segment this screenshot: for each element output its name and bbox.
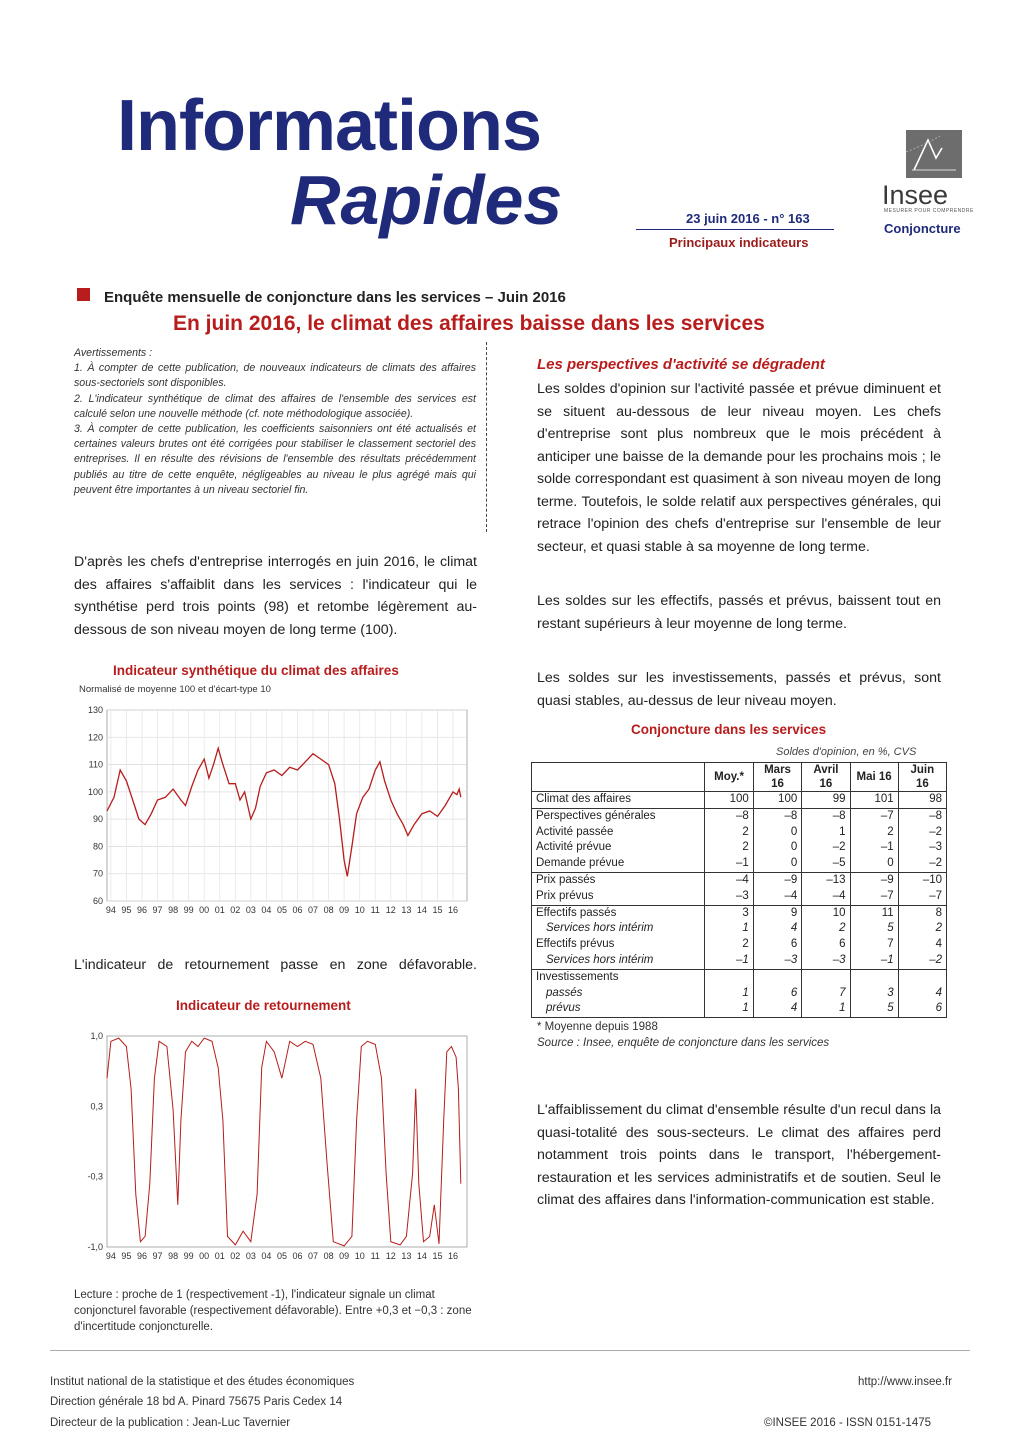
table-cell: –4 xyxy=(802,889,850,905)
table-cell: –3 xyxy=(753,953,801,969)
plot-frame xyxy=(107,710,467,901)
chart2-title: Indicateur de retournement xyxy=(176,998,351,1013)
table-header-month: Juin 16 xyxy=(898,763,946,792)
activity-paragraph: Les soldes d'opinion sur l'activité passée et prévue diminuent et se situent au-dessous de leur niveau moyen. Les chefs d'entreprise sont plus nombreux que le mois précédent à anticiper une baisse de la demande pour les prochains mois ; le solde correspondant est quasiment à son niveau moyen de long terme. Toutefois, le solde relatif aux perspectives générales, qui retrace l'opinion des chefs d'entreprise sur l'ensemble de leur secteur, et quasi stable à sa moyenne de long terme. xyxy=(537,381,941,555)
reversal-indicator-chart xyxy=(72,1026,482,1270)
table-cell: –7 xyxy=(850,889,898,905)
table-row xyxy=(532,792,947,809)
table-header-avg: Moy.* xyxy=(705,763,754,792)
x-tick-label: 06 xyxy=(292,905,303,915)
x-tick-label: 02 xyxy=(230,1251,241,1261)
intro-paragraph: D'après les chefs d'entreprise interrogés en juin 2016, le climat des affaires s'affaiblit dans les services : l'indicateur qui le synthétise perd trois points (98) et retombe légèrement au-dessous de son niveau moyen de long terme (100). xyxy=(74,554,477,638)
table-row-label: Services hors intérim xyxy=(532,921,705,937)
table-cell: –13 xyxy=(802,872,850,888)
category-label: Principaux indicateurs xyxy=(669,235,809,250)
footer-issn: ©INSEE 2016 - ISSN 0151-1475 xyxy=(764,1417,932,1429)
warning-item: 1. À compter de cette publication, de nouveaux indicateurs de climats des affaires sous-sectoriels sont disponibles. xyxy=(74,362,476,390)
x-tick-label: 02 xyxy=(230,905,241,915)
table-cell: 99 xyxy=(802,792,850,809)
warnings-divider xyxy=(486,342,487,532)
footer-divider xyxy=(50,1350,970,1351)
x-tick-label: 11 xyxy=(370,905,380,915)
table-cell: 4 xyxy=(753,1001,801,1017)
table-cell: –1 xyxy=(705,953,754,969)
warning-item: 2. L'indicateur synthétique de climat des affaires de l'ensemble des services est calculé selon une nouvelle méthode (cf. note méthodologique associée). xyxy=(74,392,476,420)
table-row-label: prévus xyxy=(532,1001,705,1017)
x-tick-label: 99 xyxy=(183,1251,194,1261)
table-cell: –3 xyxy=(802,953,850,969)
x-tick-label: 13 xyxy=(401,905,412,915)
x-tick-label: 95 xyxy=(121,905,132,915)
climate-indicator-chart xyxy=(72,700,482,926)
services-table xyxy=(531,762,947,1018)
x-tick-label: 11 xyxy=(370,1251,380,1261)
table-cell: 1 xyxy=(705,1001,754,1017)
table-row xyxy=(532,921,947,937)
table-cell: 6 xyxy=(802,937,850,953)
table-row-label: Prix passés xyxy=(532,872,705,888)
y-tick-label: 120 xyxy=(87,732,103,743)
table-row xyxy=(532,825,947,841)
table-cell: 6 xyxy=(898,1001,946,1017)
x-tick-label: 96 xyxy=(136,1251,147,1261)
masthead-subtitle: Rapides xyxy=(290,161,563,239)
table-cell: –3 xyxy=(705,889,754,905)
x-tick-label: 16 xyxy=(447,905,459,915)
table-row-label: Investissements xyxy=(532,969,705,985)
logo-tagline: MESURER POUR COMPRENDRE xyxy=(884,208,974,214)
table-cell: –4 xyxy=(753,889,801,905)
table-row xyxy=(532,889,947,905)
x-tick-label: 04 xyxy=(261,1251,272,1261)
table-cell: 1 xyxy=(802,825,850,841)
table-cell: –1 xyxy=(705,856,754,872)
table-cell: –2 xyxy=(898,953,946,969)
table-cell: 1 xyxy=(705,986,754,1002)
y-tick-label: 90 xyxy=(92,814,103,825)
table-row-label: Services hors intérim xyxy=(532,953,705,969)
table-cell: 1 xyxy=(705,921,754,937)
employment-paragraph: Les soldes sur les effectifs, passés et prévus, baissent tout en restant supérieurs à leur moyenne de long terme. xyxy=(537,593,941,632)
y-tick-label: 1,0 xyxy=(90,1031,103,1041)
table-cell: 6 xyxy=(753,937,801,953)
x-tick-label: 03 xyxy=(245,1251,256,1261)
table-cell: 8 xyxy=(898,905,946,921)
table-row xyxy=(532,856,947,872)
table-cell xyxy=(705,969,754,985)
table-header-month: Avril 16 xyxy=(802,763,850,792)
table-cell: 0 xyxy=(753,825,801,841)
table-header-row xyxy=(532,763,947,792)
x-tick-label: 14 xyxy=(416,905,427,915)
series-line xyxy=(107,748,461,876)
x-tick-label: 94 xyxy=(105,905,116,915)
table-row xyxy=(532,872,947,888)
table-cell: 7 xyxy=(850,937,898,953)
x-tick-label: 09 xyxy=(339,905,350,915)
footer-org: Institut national de la statistique et des études économiques xyxy=(50,1376,355,1388)
x-tick-label: 13 xyxy=(401,1251,412,1261)
table-cell: 5 xyxy=(850,1001,898,1017)
table-cell: –8 xyxy=(802,808,850,824)
x-tick-label: 12 xyxy=(385,905,396,915)
issue-number: 23 juin 2016 - n° 163 xyxy=(686,211,810,226)
y-tick-label: 0,3 xyxy=(90,1101,103,1112)
x-tick-label: 16 xyxy=(447,1251,459,1261)
table-cell: 2 xyxy=(850,825,898,841)
table-row-label: Perspectives générales xyxy=(532,808,705,824)
table-cell: –1 xyxy=(850,953,898,969)
masthead-title: Informations xyxy=(117,86,542,166)
x-tick-label: 98 xyxy=(168,905,179,915)
logo-subtitle: Conjoncture xyxy=(884,221,961,236)
headline: En juin 2016, le climat des affaires baisse dans les services xyxy=(173,312,765,335)
table-cell xyxy=(898,969,946,985)
subsector-paragraph: L'affaiblissement du climat d'ensemble résulte d'un recul dans la quasi-totalité des sous-secteurs. Le climat des affaires perd notamment trois points dans le transport, l'hébergement-restauration et les services administratifs et de soutien. Seul le climat des affaires dans l'information-communication est stable. xyxy=(537,1102,941,1208)
table-row-label: Activité passée xyxy=(532,825,705,841)
table-title: Conjoncture dans les services xyxy=(631,722,827,737)
bullet-square-icon xyxy=(77,288,90,301)
x-tick-label: 01 xyxy=(214,905,225,915)
table-row xyxy=(532,969,947,985)
y-tick-label: 60 xyxy=(92,896,103,906)
table-cell: 100 xyxy=(705,792,754,809)
table-row xyxy=(532,808,947,824)
x-tick-label: 97 xyxy=(152,1251,163,1261)
chart1-subtitle: Normalisé de moyenne 100 et d'écart-type 10 xyxy=(79,684,271,695)
table-cell: 7 xyxy=(802,986,850,1002)
table-cell: 101 xyxy=(850,792,898,809)
table-row-label: Prix prévus xyxy=(532,889,705,905)
table-cell: –2 xyxy=(802,840,850,856)
table-header-label xyxy=(532,763,705,792)
masthead-rule xyxy=(636,229,834,230)
x-tick-label: 10 xyxy=(354,1251,365,1261)
section-title: Les perspectives d'activité se dégradent xyxy=(537,356,825,373)
footer-url[interactable]: http://www.insee.fr xyxy=(858,1376,952,1388)
x-tick-label: 12 xyxy=(385,1251,396,1261)
table-header-month: Mars 16 xyxy=(753,763,801,792)
table-cell: –3 xyxy=(898,840,946,856)
y-tick-label: 80 xyxy=(92,841,103,852)
x-tick-label: 10 xyxy=(354,905,365,915)
table-cell: –7 xyxy=(850,808,898,824)
survey-title: Enquête mensuelle de conjoncture dans les services – Juin 2016 xyxy=(104,289,566,306)
table-cell: –8 xyxy=(898,808,946,824)
x-tick-label: 00 xyxy=(199,905,210,915)
y-tick-label: 110 xyxy=(88,759,103,770)
table-row-label: Demande prévue xyxy=(532,856,705,872)
table-row-label: Effectifs passés xyxy=(532,905,705,921)
table-cell: 3 xyxy=(705,905,754,921)
table-row-label: Effectifs prévus xyxy=(532,937,705,953)
y-tick-label: 130 xyxy=(87,705,103,715)
x-tick-label: 06 xyxy=(292,1251,303,1261)
footer-director: Directeur de la publication : Jean-Luc Tavernier xyxy=(50,1417,291,1429)
reversal-paragraph: L'indicateur de retournement passe en zone défavorable. xyxy=(74,957,477,973)
table-note: * Moyenne depuis 1988 xyxy=(537,1021,658,1033)
x-tick-label: 05 xyxy=(276,905,287,915)
x-tick-label: 96 xyxy=(136,905,147,915)
table-row-label: Activité prévue xyxy=(532,840,705,856)
table-cell: 9 xyxy=(753,905,801,921)
table-cell: 11 xyxy=(850,905,898,921)
x-tick-label: 14 xyxy=(416,1251,427,1261)
table-row xyxy=(532,1001,947,1017)
table-cell: 0 xyxy=(753,840,801,856)
x-tick-label: 99 xyxy=(183,905,194,915)
investment-paragraph: Les soldes sur les investissements, passés et prévus, sont quasi stables, au-dessus de leur niveau moyen. xyxy=(537,670,941,709)
table-cell: 0 xyxy=(850,856,898,872)
x-tick-label: 01 xyxy=(214,1251,225,1261)
table-cell: 4 xyxy=(753,921,801,937)
x-tick-label: 03 xyxy=(245,905,256,915)
table-cell: 100 xyxy=(753,792,801,809)
x-tick-label: 09 xyxy=(339,1251,350,1261)
x-tick-label: 15 xyxy=(432,905,443,915)
table-subtitle: Soldes d'opinion, en %, CVS xyxy=(776,746,917,758)
table-row xyxy=(532,986,947,1002)
table-cell: –8 xyxy=(753,808,801,824)
table-row-label: passés xyxy=(532,986,705,1002)
x-tick-label: 07 xyxy=(308,905,319,915)
table-cell: 0 xyxy=(753,856,801,872)
table-cell: –2 xyxy=(898,856,946,872)
table-source: Source : Insee, enquête de conjoncture dans les services xyxy=(537,1037,830,1049)
warnings-title: Avertissements : xyxy=(74,347,153,359)
table-cell xyxy=(850,969,898,985)
table-cell: –7 xyxy=(898,889,946,905)
table-row xyxy=(532,905,947,921)
table-cell: 5 xyxy=(850,921,898,937)
x-tick-label: 15 xyxy=(432,1251,443,1261)
table-cell xyxy=(753,969,801,985)
table-cell: 1 xyxy=(802,1001,850,1017)
table-cell: 2 xyxy=(705,825,754,841)
x-tick-label: 97 xyxy=(152,905,163,915)
x-tick-label: 04 xyxy=(261,905,272,915)
x-tick-label: 08 xyxy=(323,905,334,915)
x-tick-label: 00 xyxy=(199,1251,210,1261)
table-cell: –5 xyxy=(802,856,850,872)
y-tick-label: -0,3 xyxy=(87,1171,103,1182)
plot-frame xyxy=(107,1036,467,1247)
table-cell: 2 xyxy=(898,921,946,937)
x-tick-label: 95 xyxy=(121,1251,132,1261)
table-cell: 98 xyxy=(898,792,946,809)
table-header-month: Mai 16 xyxy=(850,763,898,792)
table-cell: 6 xyxy=(753,986,801,1002)
table-row xyxy=(532,937,947,953)
chart1-title: Indicateur synthétique du climat des affaires xyxy=(113,663,399,678)
series-line xyxy=(107,1038,461,1246)
table-cell: –2 xyxy=(898,825,946,841)
warning-item: 3. À compter de cette publication, les coefficients saisonniers ont été actualisés et certaines valeurs brutes ont été corrigées pour stabiliser le classement sectoriel des entreprises. Il en résulte des révisions de l'ensemble des résultats précédemment publiés au titre de cette enquête, négligeables au niveau le plus agrégé mais qui peuvent être importantes à un niveau sectoriel fin. xyxy=(74,423,476,496)
x-tick-label: 08 xyxy=(323,1251,334,1261)
x-tick-label: 94 xyxy=(105,1251,116,1261)
x-tick-label: 07 xyxy=(308,1251,319,1261)
table-cell: –4 xyxy=(705,872,754,888)
table-cell: 2 xyxy=(705,840,754,856)
y-tick-label: 70 xyxy=(92,868,103,879)
warnings-box xyxy=(74,346,476,498)
table-row xyxy=(532,840,947,856)
x-tick-label: 98 xyxy=(168,1251,179,1261)
table-cell: 2 xyxy=(802,921,850,937)
table-row xyxy=(532,953,947,969)
insee-logo-icon xyxy=(906,130,962,178)
table-cell: 10 xyxy=(802,905,850,921)
y-tick-label: 100 xyxy=(87,786,103,797)
table-cell: 2 xyxy=(705,937,754,953)
table-cell: –10 xyxy=(898,872,946,888)
table-cell xyxy=(802,969,850,985)
x-tick-label: 05 xyxy=(276,1251,287,1261)
table-row-label: Climat des affaires xyxy=(532,792,705,809)
logo-name: Insee xyxy=(882,180,949,210)
table-cell: 4 xyxy=(898,986,946,1002)
table-cell: 3 xyxy=(850,986,898,1002)
table-cell: –1 xyxy=(850,840,898,856)
table-cell: –9 xyxy=(753,872,801,888)
table-cell: –9 xyxy=(850,872,898,888)
table-cell: –8 xyxy=(705,808,754,824)
reading-note: Lecture : proche de 1 (respectivement -1), l'indicateur signale un climat conjoncturel favorable (respectivement défavorable). Entre +0,3 et −0,3 : zone d'incertitude conjoncturelle. xyxy=(74,1289,472,1333)
footer-address: Direction générale 18 bd A. Pinard 75675 Paris Cedex 14 xyxy=(50,1396,343,1408)
table-cell: 4 xyxy=(898,937,946,953)
y-tick-label: -1,0 xyxy=(87,1242,103,1252)
